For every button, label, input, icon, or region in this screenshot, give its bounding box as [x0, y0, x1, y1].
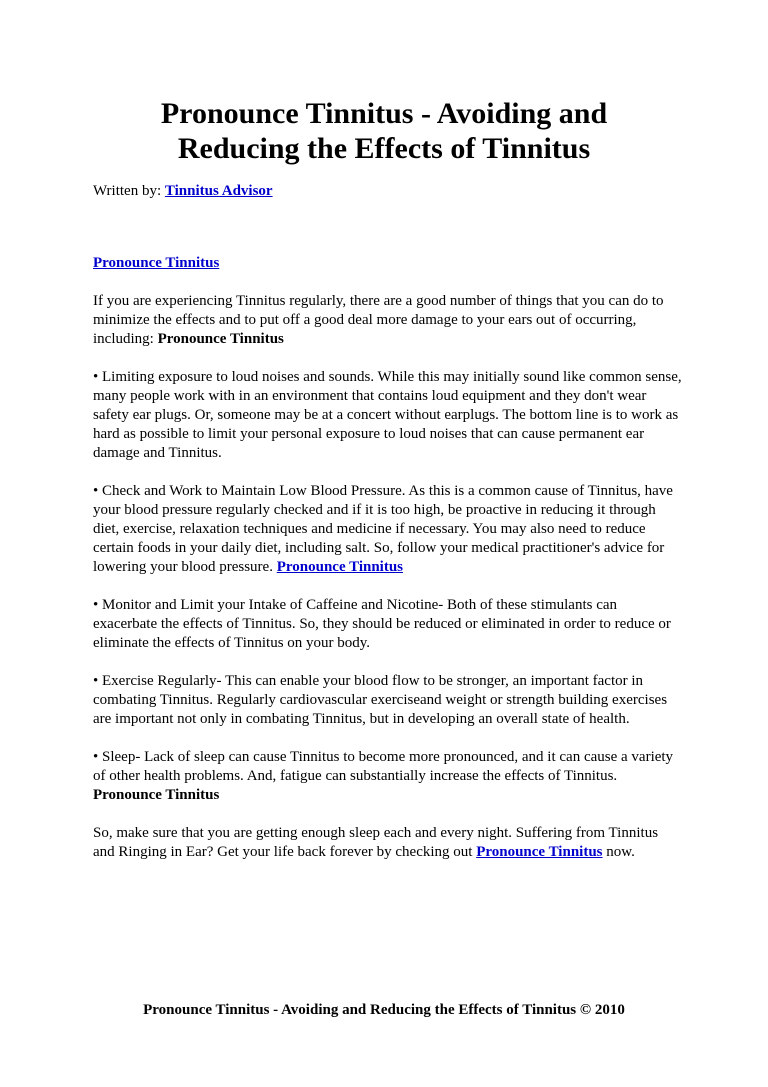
bullet-paragraph-5: [93, 748, 683, 805]
page-footer: Pronounce Tinnitus - Avoiding and Reducing the Effects of Tinnitus © 2010: [143, 1002, 625, 1018]
intro-keyword: Pronounce Tinnitus: [157, 331, 284, 347]
intro-text: If you are experiencing Tinnitus regularly, there are a good number of things that you can do to minimize the effects and to put off a good deal more damage to your ears out of occurring, including:: [93, 293, 664, 347]
author-link[interactable]: Tinnitus Advisor: [164, 183, 273, 199]
bullet-5-keyword: Pronounce Tinnitus: [93, 787, 220, 803]
closing-text: So, make sure that you are getting enough sleep each and every night. Suffering from Tinnitus and Ringing in Ear? Get your life back forever by checking out: [93, 825, 659, 860]
section-heading-link[interactable]: Pronounce Tinnitus: [93, 255, 220, 271]
bullet-paragraph-3: • Monitor and Limit your Intake of Caffeine and Nicotine- Both of these stimulants can exacerbate the effects of Tinnitus. So, they should be reduced or eliminated in order to reduce or eliminate the effects of Tinnitus on your body.: [93, 597, 671, 651]
intro-paragraph: [93, 292, 683, 349]
bullet-5-text: • Sleep- Lack of sleep can cause Tinnitus to become more pronounced, and it can cause a variety of other health problems. And, fatigue can substantially increase the effects of Tinnitus.: [93, 749, 674, 784]
bullet-paragraph-1: • Limiting exposure to loud noises and sounds. While this may initially sound like common sense, many people work with in an environment that contains loud equipment and they don't wear safety ear plugs. Or, someone may be at a concert without earplugs. The bottom line is to work as hard as possible to limit your personal exposure to loud noises that can cause permanent ear damage and Tinnitus.: [93, 369, 682, 461]
title-line-1: Pronounce Tinnitus - Avoiding and: [160, 97, 608, 130]
byline: [93, 182, 273, 201]
closing-paragraph: [93, 824, 683, 862]
bullet-paragraph-4: • Exercise Regularly- This can enable your blood flow to be stronger, an important factor in combating Tinnitus. Regularly cardiovascular exerciseand weight or strength building exercises are important not only in combating Tinnitus, but in developing an overall state of health.: [93, 673, 668, 727]
bullet-2-text: • Check and Work to Maintain Low Blood Pressure. As this is a common cause of Tinnitus, have your blood pressure regularly checked and if it is too high, be proactive in reducing it through diet, exercise, relaxation techniques and medicine if necessary. You may also need to reduce certain foods in your daily diet, including salt. So, follow your medical practitioner's advice for lowering your blood pressure.: [93, 483, 673, 575]
title-line-2: Reducing the Effects of Tinnitus: [177, 132, 591, 165]
bullet-paragraph-2: [93, 482, 683, 577]
closing-end: now.: [606, 844, 635, 860]
byline-prefix: Written by:: [93, 183, 162, 199]
closing-link[interactable]: Pronounce Tinnitus: [476, 844, 603, 860]
page-title: [92, 96, 676, 166]
article-body: [93, 254, 683, 881]
bullet-2-link[interactable]: Pronounce Tinnitus: [276, 559, 404, 575]
